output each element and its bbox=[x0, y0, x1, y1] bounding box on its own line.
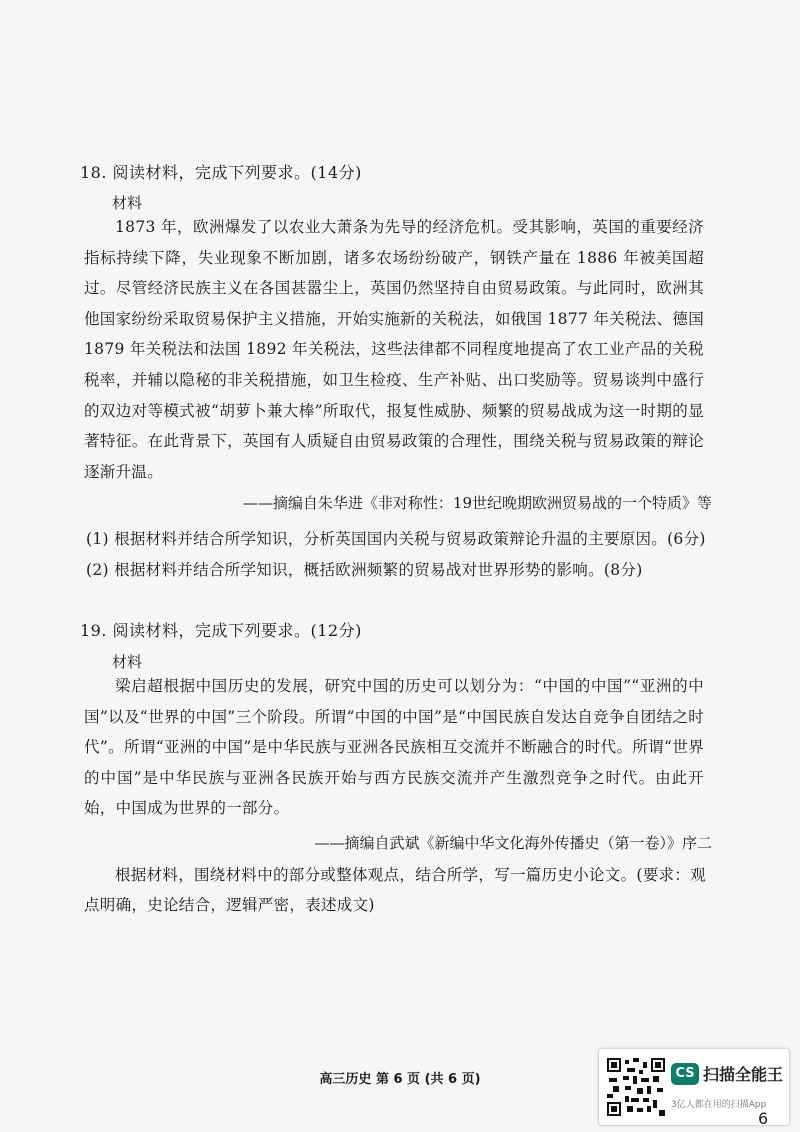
question-18-material-label: 材料 bbox=[112, 194, 143, 212]
question-19-task: 根据材料，围绕材料中的部分或整体观点，结合所学，写一篇历史小论文。(要求：观点明确，史论结合，逻辑严密，表述成文) bbox=[84, 866, 706, 914]
question-18-heading: 18. 阅读材料，完成下列要求。(14分) bbox=[80, 163, 362, 182]
page-footer: 高三历史 第 6 页 (共 6 页) bbox=[319, 1072, 481, 1087]
question-18-task-2: (2) 根据材料并结合所学知识，概括欧洲频繁的贸易战对世界形势的影响。(8分) bbox=[86, 561, 643, 579]
question-19-heading: 19. 阅读材料，完成下列要求。(12分) bbox=[80, 621, 362, 640]
question-18-source: ——摘编自朱华进《非对称性：19世纪晚期欧洲贸易战的一个特质》等 bbox=[242, 494, 712, 512]
camscanner-logo-icon: CS bbox=[671, 1063, 699, 1085]
qr-code-icon bbox=[607, 1058, 665, 1116]
scanner-brand-name: 扫描全能王 bbox=[703, 1065, 784, 1084]
question-19-source: ——摘编自武斌《新编中华文化海外传播史（第一卷）》序二 bbox=[314, 834, 712, 852]
question-19-material-label: 材料 bbox=[112, 653, 143, 671]
question-18-task-1: (1) 根据材料并结合所学知识，分析英国国内关税与贸易政策辩论升温的主要原因。(6分) bbox=[86, 530, 706, 548]
question-19-material-text: 梁启超根据中国历史的发展，研究中国的历史可以划分为：“中国的中国”“亚洲的中国”以及“世界的中国”三个阶段。所谓“中国的中国”是“中国民族自发达自竞争自团结之时代”。所谓“亚洲的中国”是中华民族与亚洲各民族相互交流并不断融合的时代。所谓“世界的中国”是中华民族与亚洲各民族开始与西方民族交流并产生激烈竞争之时代。由此开始，中国成为世界的一部分。 bbox=[84, 677, 704, 818]
question-18-material-text: 1873 年，欧洲爆发了以农业大萧条为先导的经济危机。受其影响，英国的重要经济指标持续下降，失业现象不断加剧，诸多农场纷纷破产，钢铁产量在 1886 年被美国超过。尽管经济民族主义在各国甚嚣尘上，英国仍然坚持自由贸易政策。与此同时，欧洲其他国家纷纷采取贸易保护主义措施，开始实施新的关税法，如俄国 1877 年关税法、德国 1879 年关税法和法国 1892 年关税法，这些法律都不同程度地提高了农工业产品的关税税率，并辅以隐秘的非关税措施，如卫生检疫、生产补贴、出口奖励等。贸易谈判中盛行的双边对等模式被“胡萝卜兼大棒”所取代，报复性威胁、频繁的贸易战成为这一时期的显著特征。在此背景下，英国有人质疑自由贸易政策的合理性，围绕关税与贸易政策的辩论逐渐升温。 bbox=[84, 218, 704, 481]
scanner-tagline: 3亿人都在用的扫描App bbox=[671, 1100, 767, 1110]
corner-page-number: 6 bbox=[758, 1109, 769, 1128]
